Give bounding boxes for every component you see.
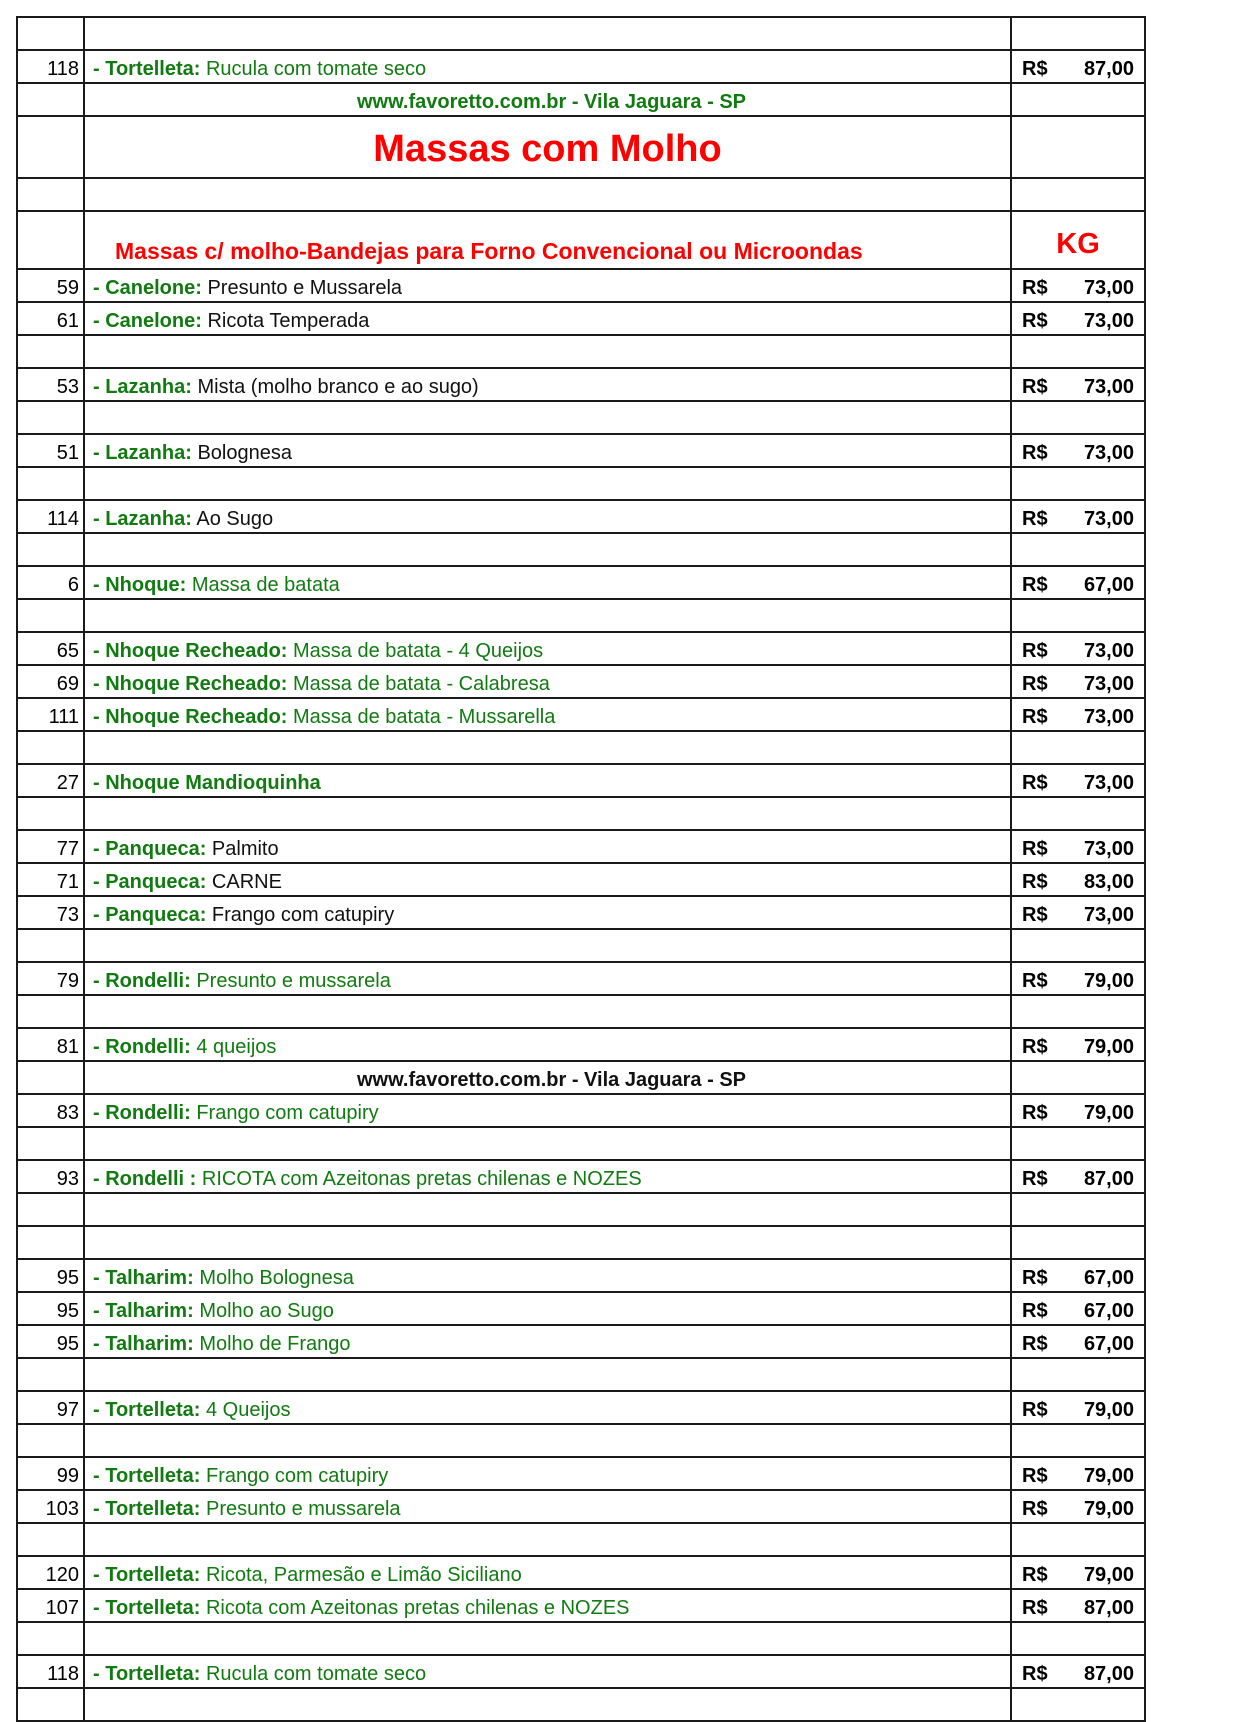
- item-price: 87,00: [1083, 1168, 1134, 1190]
- item-price-cell: [1011, 1391, 1145, 1424]
- item-description-cell: [84, 1457, 1011, 1490]
- item-price-cell: [1011, 1589, 1145, 1622]
- item-price: 67,00: [1083, 574, 1134, 596]
- currency-symbol: R$: [1022, 838, 1048, 860]
- table-row: [17, 1259, 1145, 1292]
- item-description: Ricota Temperada: [207, 310, 370, 332]
- currency-symbol: R$: [1022, 1465, 1048, 1487]
- currency-symbol: R$: [1022, 442, 1048, 464]
- item-description: Massa de batata - 4 Queijos: [293, 640, 544, 662]
- item-price: 79,00: [1083, 970, 1134, 992]
- item-category: - Rondelli:: [93, 1102, 191, 1124]
- blank-row: [17, 1688, 1145, 1721]
- item-description-cell: [84, 896, 1011, 929]
- currency-symbol: R$: [1022, 1036, 1048, 1058]
- blank-row: [17, 178, 1145, 211]
- table-row: [17, 1457, 1145, 1490]
- item-price-cell: [1011, 434, 1145, 467]
- item-price-cell: [1011, 269, 1145, 302]
- currency-symbol: R$: [1022, 706, 1048, 728]
- currency-symbol: R$: [1022, 673, 1048, 695]
- item-price: 79,00: [1083, 1102, 1134, 1124]
- item-description-cell: [84, 500, 1011, 533]
- table-row: [17, 764, 1145, 797]
- item-code: 107: [17, 1589, 84, 1622]
- item-price: 79,00: [1083, 1036, 1134, 1058]
- item-description: Mista (molho branco e ao sugo): [197, 376, 479, 398]
- item-category: - Canelone:: [93, 310, 202, 332]
- item-description-cell: [84, 1325, 1011, 1358]
- item-description-cell: [84, 566, 1011, 599]
- title-row: [17, 116, 1145, 178]
- item-code: 69: [17, 665, 84, 698]
- item-category: - Nhoque Recheado:: [93, 706, 288, 728]
- website-link[interactable]: www.favoretto.com.br - Vila Jaguara - SP: [84, 83, 1011, 116]
- item-code: 81: [17, 1028, 84, 1061]
- item-description: Massa de batata - Mussarella: [293, 706, 556, 728]
- item-code: 53: [17, 368, 84, 401]
- item-description: Presunto e Mussarela: [207, 277, 403, 299]
- item-description: 4 Queijos: [205, 1399, 291, 1421]
- item-price-cell: [1011, 863, 1145, 896]
- table-row: [17, 1655, 1145, 1688]
- blank-row: [17, 467, 1145, 500]
- item-category: - Lazanha:: [93, 508, 192, 530]
- item-category: - Talharim:: [93, 1267, 194, 1289]
- item-category: - Nhoque:: [93, 574, 187, 596]
- price-list-sheet: [16, 16, 1144, 1722]
- blank-row: [17, 533, 1145, 566]
- item-description-cell: [84, 1589, 1011, 1622]
- item-description-cell: [84, 50, 1011, 83]
- currency-symbol: R$: [1022, 970, 1048, 992]
- currency-symbol: R$: [1022, 1102, 1048, 1124]
- item-description: 4 queijos: [196, 1036, 277, 1058]
- item-price: 67,00: [1083, 1333, 1134, 1355]
- item-price: 73,00: [1083, 310, 1134, 332]
- item-code: 118: [17, 50, 84, 83]
- unit-label: KG: [1011, 211, 1145, 269]
- item-description-cell: [84, 302, 1011, 335]
- blank-row: [17, 1226, 1145, 1259]
- item-price-cell: [1011, 1292, 1145, 1325]
- section-header-row: [17, 211, 1145, 269]
- item-price: 87,00: [1083, 58, 1134, 80]
- item-price-cell: [1011, 962, 1145, 995]
- item-description: Ricota com Azeitonas pretas chilenas e NOZES: [205, 1597, 630, 1619]
- item-code: 99: [17, 1457, 84, 1490]
- item-description: Bolognesa: [197, 442, 292, 464]
- item-category: - Talharim:: [93, 1333, 194, 1355]
- item-description-cell: [84, 665, 1011, 698]
- item-description-cell: [84, 1490, 1011, 1523]
- item-description-cell: [84, 1292, 1011, 1325]
- table-row: [17, 665, 1145, 698]
- blank-row: [17, 1523, 1145, 1556]
- item-price-cell: [1011, 566, 1145, 599]
- item-price-cell: [1011, 500, 1145, 533]
- item-category: - Lazanha:: [93, 442, 192, 464]
- blank-row: [17, 1358, 1145, 1391]
- item-category: - Rondelli :: [93, 1168, 197, 1190]
- item-code: 77: [17, 830, 84, 863]
- item-price-cell: [1011, 1259, 1145, 1292]
- item-description: Palmito: [211, 838, 279, 860]
- currency-symbol: R$: [1022, 574, 1048, 596]
- table-row: [17, 566, 1145, 599]
- table-row: [17, 302, 1145, 335]
- blank-row: [17, 17, 1145, 50]
- item-category: - Panqueca:: [93, 838, 207, 860]
- item-description-cell: [84, 368, 1011, 401]
- blank-row: [17, 929, 1145, 962]
- item-description-cell: [84, 269, 1011, 302]
- item-price: 73,00: [1083, 277, 1134, 299]
- item-category: - Panqueca:: [93, 904, 207, 926]
- blank-row: [17, 1622, 1145, 1655]
- item-code: 65: [17, 632, 84, 665]
- currency-symbol: R$: [1022, 310, 1048, 332]
- item-code: 51: [17, 434, 84, 467]
- item-code: 61: [17, 302, 84, 335]
- item-description-cell: [84, 1160, 1011, 1193]
- item-code: 79: [17, 962, 84, 995]
- item-description-cell: [84, 962, 1011, 995]
- item-price: 73,00: [1083, 442, 1134, 464]
- item-code: 27: [17, 764, 84, 797]
- currency-symbol: R$: [1022, 1267, 1048, 1289]
- item-price: 73,00: [1083, 772, 1134, 794]
- item-price: 83,00: [1083, 871, 1134, 893]
- currency-symbol: R$: [1022, 640, 1048, 662]
- item-description: Massa de batata - Calabresa: [293, 673, 550, 695]
- item-price-cell: [1011, 368, 1145, 401]
- item-category: - Tortelleta:: [93, 1498, 201, 1520]
- item-category: - Canelone:: [93, 277, 202, 299]
- blank-row: [17, 599, 1145, 632]
- table-row: [17, 863, 1145, 896]
- item-price-cell: [1011, 632, 1145, 665]
- item-category: - Nhoque Mandioquinha: [93, 772, 321, 794]
- blank-row: [17, 731, 1145, 764]
- table-row: [17, 50, 1145, 83]
- item-category: - Tortelleta:: [93, 58, 201, 80]
- item-price-cell: [1011, 1457, 1145, 1490]
- item-category: - Talharim:: [93, 1300, 194, 1322]
- currency-symbol: R$: [1022, 1168, 1048, 1190]
- item-price-cell: [1011, 1655, 1145, 1688]
- item-description-cell: [84, 1259, 1011, 1292]
- item-price-cell: [1011, 302, 1145, 335]
- blank-row: [17, 1424, 1145, 1457]
- table-row: [17, 830, 1145, 863]
- item-description: Rucula com tomate seco: [205, 1663, 427, 1685]
- item-price-cell: [1011, 1028, 1145, 1061]
- item-price: 73,00: [1083, 640, 1134, 662]
- item-price: 79,00: [1083, 1399, 1134, 1421]
- website-link[interactable]: www.favoretto.com.br - Vila Jaguara - SP: [84, 1061, 1011, 1094]
- table-row: [17, 632, 1145, 665]
- currency-symbol: R$: [1022, 376, 1048, 398]
- item-description-cell: [84, 863, 1011, 896]
- item-code: 83: [17, 1094, 84, 1127]
- item-description: Molho de Frango: [199, 1333, 351, 1355]
- item-price-cell: [1011, 896, 1145, 929]
- item-price: 79,00: [1083, 1465, 1134, 1487]
- item-price: 73,00: [1083, 508, 1134, 530]
- blank-row: [17, 1127, 1145, 1160]
- table-row: [17, 1292, 1145, 1325]
- item-description: Frango com catupiry: [211, 904, 395, 926]
- item-description-cell: [84, 1028, 1011, 1061]
- table-row: [17, 1556, 1145, 1589]
- currency-symbol: R$: [1022, 772, 1048, 794]
- item-category: - Nhoque Recheado:: [93, 640, 288, 662]
- table-row: [17, 1391, 1145, 1424]
- table-row: [17, 1094, 1145, 1127]
- item-category: - Tortelleta:: [93, 1465, 201, 1487]
- currency-symbol: R$: [1022, 1300, 1048, 1322]
- item-description-cell: [84, 632, 1011, 665]
- item-code: 71: [17, 863, 84, 896]
- item-category: - Nhoque Recheado:: [93, 673, 288, 695]
- item-code: 118: [17, 1655, 84, 1688]
- item-description-cell: [84, 764, 1011, 797]
- item-category: - Panqueca:: [93, 871, 207, 893]
- item-price: 79,00: [1083, 1564, 1134, 1586]
- item-price: 73,00: [1083, 706, 1134, 728]
- currency-symbol: R$: [1022, 58, 1048, 80]
- currency-symbol: R$: [1022, 277, 1048, 299]
- item-price: 87,00: [1083, 1663, 1134, 1685]
- item-price-cell: [1011, 1160, 1145, 1193]
- section-subtitle: Massas c/ molho-Bandejas para Forno Convencional ou Microondas: [84, 211, 1011, 269]
- table-row: [17, 1490, 1145, 1523]
- item-price: 73,00: [1083, 838, 1134, 860]
- item-category: - Rondelli:: [93, 1036, 191, 1058]
- currency-symbol: R$: [1022, 1399, 1048, 1421]
- blank-row: [17, 401, 1145, 434]
- item-code: 114: [17, 500, 84, 533]
- table-row: [17, 1028, 1145, 1061]
- item-description-cell: [84, 434, 1011, 467]
- item-price-cell: [1011, 1094, 1145, 1127]
- item-description: Massa de batata: [191, 574, 340, 596]
- item-category: - Tortelleta:: [93, 1564, 201, 1586]
- blank-row: [17, 797, 1145, 830]
- table-row: [17, 368, 1145, 401]
- currency-symbol: R$: [1022, 508, 1048, 530]
- item-description: Presunto e mussarela: [205, 1498, 401, 1520]
- table-row: [17, 1325, 1145, 1358]
- item-description: RICOTA com Azeitonas pretas chilenas e NOZES: [201, 1168, 642, 1190]
- item-description: Ao Sugo: [196, 508, 274, 530]
- table-row: [17, 962, 1145, 995]
- item-price-cell: [1011, 665, 1145, 698]
- item-description: Molho Bolognesa: [199, 1267, 354, 1289]
- item-description: Frango com catupiry: [196, 1102, 379, 1124]
- item-description: Molho ao Sugo: [199, 1300, 334, 1322]
- item-description-cell: [84, 1391, 1011, 1424]
- item-code: 95: [17, 1325, 84, 1358]
- item-code: 95: [17, 1292, 84, 1325]
- item-category: - Tortelleta:: [93, 1663, 201, 1685]
- currency-symbol: R$: [1022, 1333, 1048, 1355]
- item-code: 95: [17, 1259, 84, 1292]
- item-description-cell: [84, 1556, 1011, 1589]
- item-description-cell: [84, 830, 1011, 863]
- blank-row: [17, 995, 1145, 1028]
- item-price: 67,00: [1083, 1300, 1134, 1322]
- item-code: 73: [17, 896, 84, 929]
- website-row: [17, 83, 1145, 116]
- table-row: [17, 500, 1145, 533]
- website-row: [17, 1061, 1145, 1094]
- blank-row: [17, 1193, 1145, 1226]
- item-description: Rucula com tomate seco: [205, 58, 427, 80]
- item-description: CARNE: [211, 871, 282, 893]
- item-code: 103: [17, 1490, 84, 1523]
- table-row: [17, 698, 1145, 731]
- item-category: - Rondelli:: [93, 970, 191, 992]
- item-price-cell: [1011, 764, 1145, 797]
- currency-symbol: R$: [1022, 1564, 1048, 1586]
- currency-symbol: R$: [1022, 1498, 1048, 1520]
- currency-symbol: R$: [1022, 871, 1048, 893]
- item-price: 73,00: [1083, 673, 1134, 695]
- item-category: - Tortelleta:: [93, 1399, 201, 1421]
- item-category: - Tortelleta:: [93, 1597, 201, 1619]
- table-row: [17, 269, 1145, 302]
- item-price: 87,00: [1083, 1597, 1134, 1619]
- item-description-cell: [84, 698, 1011, 731]
- item-price-cell: [1011, 50, 1145, 83]
- item-description: Presunto e mussarela: [196, 970, 391, 992]
- currency-symbol: R$: [1022, 1597, 1048, 1619]
- item-price: 73,00: [1083, 376, 1134, 398]
- item-price-cell: [1011, 698, 1145, 731]
- item-category: - Lazanha:: [93, 376, 192, 398]
- item-description: Frango com catupiry: [205, 1465, 389, 1487]
- item-price-cell: [1011, 1325, 1145, 1358]
- item-description: Ricota, Parmesão e Limão Siciliano: [205, 1564, 522, 1586]
- price-table: [16, 16, 1146, 1722]
- item-price-cell: [1011, 1490, 1145, 1523]
- item-code: 120: [17, 1556, 84, 1589]
- item-code: 111: [17, 698, 84, 731]
- currency-symbol: R$: [1022, 904, 1048, 926]
- item-price: 79,00: [1083, 1498, 1134, 1520]
- item-code: 97: [17, 1391, 84, 1424]
- item-price-cell: [1011, 1556, 1145, 1589]
- item-description-cell: [84, 1655, 1011, 1688]
- currency-symbol: R$: [1022, 1663, 1048, 1685]
- item-price: 73,00: [1083, 904, 1134, 926]
- table-row: [17, 896, 1145, 929]
- table-row: [17, 434, 1145, 467]
- item-price-cell: [1011, 830, 1145, 863]
- item-code: 93: [17, 1160, 84, 1193]
- item-price: 67,00: [1083, 1267, 1134, 1289]
- blank-row: [17, 335, 1145, 368]
- table-row: [17, 1160, 1145, 1193]
- item-description-cell: [84, 1094, 1011, 1127]
- item-code: 6: [17, 566, 84, 599]
- item-code: 59: [17, 269, 84, 302]
- table-row: [17, 1589, 1145, 1622]
- page-title: Massas com Molho: [84, 116, 1011, 178]
